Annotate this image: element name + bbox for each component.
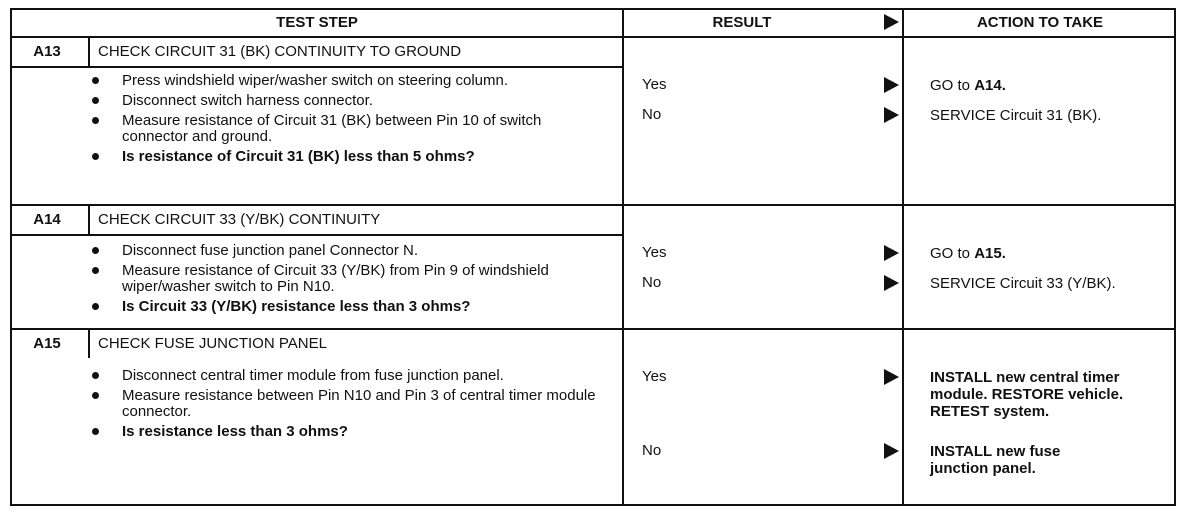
result-no: No bbox=[642, 106, 662, 123]
bullet-icon bbox=[92, 97, 99, 104]
action-text: GO to A14. bbox=[930, 77, 1006, 94]
column-divider bbox=[902, 10, 904, 504]
bullet-item: Measure resistance of Circuit 31 (BK) between Pin 10 of switch connector and ground. bbox=[88, 113, 608, 145]
step-title: CHECK CIRCUIT 33 (Y/BK) CONTINUITY bbox=[98, 211, 381, 228]
action-text: SERVICE Circuit 33 (Y/BK). bbox=[930, 275, 1116, 292]
bullet-question: Is resistance of Circuit 31 (BK) less than 5 ohms? bbox=[88, 149, 608, 165]
arrow-icon bbox=[884, 245, 899, 261]
result-yes: Yes bbox=[642, 368, 667, 385]
step-bullets bbox=[88, 243, 608, 319]
bullet-icon bbox=[92, 247, 99, 254]
diagnostic-table bbox=[10, 8, 1176, 506]
bullet-icon bbox=[92, 153, 99, 160]
arrow-icon bbox=[884, 369, 899, 385]
step-id: A13 bbox=[33, 43, 61, 60]
title-divider bbox=[12, 66, 622, 68]
bullet-icon bbox=[92, 267, 99, 274]
bullet-icon bbox=[92, 77, 99, 84]
bullet-icon bbox=[92, 303, 99, 310]
bullet-item: Press windshield wiper/washer switch on steering column. bbox=[88, 73, 608, 89]
bullet-icon bbox=[92, 428, 99, 435]
action-text: INSTALL new central timer module. RESTORE vehicle. RETEST system. bbox=[930, 369, 1124, 420]
step-bullets bbox=[88, 368, 608, 444]
bullet-icon bbox=[92, 372, 99, 379]
result-yes: Yes bbox=[642, 244, 667, 261]
id-divider bbox=[88, 38, 90, 66]
arrow-icon bbox=[884, 443, 899, 459]
step-id: A15 bbox=[33, 335, 61, 352]
result-yes: Yes bbox=[642, 76, 667, 93]
bullet-icon bbox=[92, 392, 99, 399]
action-text: GO to A15. bbox=[930, 245, 1006, 262]
action-text: SERVICE Circuit 31 (BK). bbox=[930, 107, 1102, 124]
bullet-question: Is resistance less than 3 ohms? bbox=[88, 424, 608, 440]
step-title: CHECK FUSE JUNCTION PANEL bbox=[98, 335, 327, 352]
step-id: A14 bbox=[33, 211, 61, 228]
result-no: No bbox=[642, 442, 662, 459]
id-divider bbox=[88, 206, 90, 234]
header-action: ACTION TO TAKE bbox=[976, 14, 1104, 31]
bullet-question: Is Circuit 33 (Y/BK) resistance less than 3 ohms? bbox=[88, 299, 608, 315]
header-arrow-icon bbox=[884, 14, 899, 30]
bullet-item: Disconnect fuse junction panel Connector N. bbox=[88, 243, 608, 259]
bullet-item: Measure resistance between Pin N10 and Pin 3 of central timer module connector. bbox=[88, 388, 608, 420]
bullet-item: Disconnect switch harness connector. bbox=[88, 93, 608, 109]
result-no: No bbox=[642, 274, 662, 291]
bullet-icon bbox=[92, 117, 99, 124]
step-title: CHECK CIRCUIT 31 (BK) CONTINUITY TO GROUND bbox=[98, 43, 462, 60]
arrow-icon bbox=[884, 77, 899, 93]
step-bullets bbox=[88, 73, 608, 169]
header-result: RESULT bbox=[712, 14, 772, 31]
column-divider bbox=[622, 10, 624, 504]
bullet-item: Disconnect central timer module from fuse junction panel. bbox=[88, 368, 608, 384]
arrow-icon bbox=[884, 107, 899, 123]
id-divider bbox=[88, 330, 90, 358]
action-text: INSTALL new fuse junction panel. bbox=[930, 443, 1061, 477]
header-test-step: TEST STEP bbox=[276, 14, 358, 31]
bullet-item: Measure resistance of Circuit 33 (Y/BK) from Pin 9 of windshield wiper/washer switch to Pin N10. bbox=[88, 263, 608, 295]
title-divider bbox=[12, 234, 622, 236]
arrow-icon bbox=[884, 275, 899, 291]
